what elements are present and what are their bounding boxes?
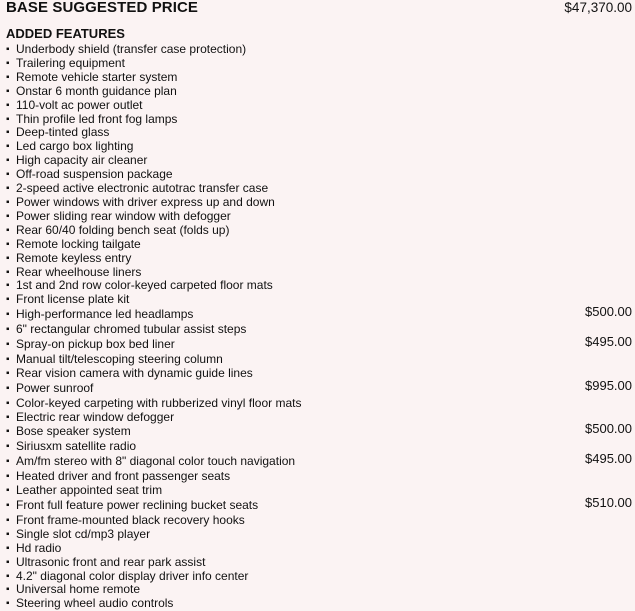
feature-item [6,451,632,469]
features-list [6,43,632,611]
feature-label: 4.2" diagonal color display driver info center [16,568,249,583]
feature-label: Bose speaker system [16,424,131,439]
feature-price: $500.00 [585,304,632,320]
feature-label: 6" rectangular chromed tubular assist steps [16,322,247,337]
bullet-icon: ▪ [6,514,10,526]
feature-item [6,583,632,597]
feature-item [6,168,632,182]
bullet-icon: ▪ [6,196,10,208]
feature-item [6,367,632,381]
feature-item [6,279,632,293]
feature-label: Siriusxm satellite radio [16,439,137,454]
feature-item [6,470,632,484]
feature-label: Remote keyless entry [16,250,132,265]
feature-label: Led cargo box lighting [16,139,134,154]
bullet-icon: ▪ [6,127,10,139]
feature-price: $500.00 [585,421,632,437]
feature-item [6,71,632,85]
feature-item [6,182,632,196]
feature-label: Onstar 6 month guidance plan [16,83,177,98]
feature-label: Rear vision camera with dynamic guide lines [16,365,253,380]
feature-price: $495.00 [585,334,632,350]
feature-label: Deep-tinted glass [16,125,110,140]
bullet-icon: ▪ [6,367,10,379]
bullet-icon: ▪ [6,584,10,596]
feature-label: Heated driver and front passenger seats [16,469,231,484]
bullet-icon: ▪ [6,113,10,125]
bullet-icon: ▪ [6,99,10,111]
added-features-title: ADDED FEATURES [6,26,125,41]
feature-label: Am/fm stereo with 8" diagonal color touch navigation [16,454,296,469]
feature-label: Rear wheelhouse liners [16,264,142,279]
bullet-icon: ▪ [6,155,10,167]
feature-item [6,353,632,367]
feature-label: Steering wheel audio controls [16,596,174,611]
bullet-icon: ▪ [6,294,10,306]
feature-item [6,210,632,224]
bullet-icon: ▪ [6,339,10,351]
bullet-icon: ▪ [6,570,10,582]
feature-item [6,556,632,570]
feature-label: Front frame-mounted black recovery hooks [16,512,245,527]
feature-price: $995.00 [585,377,632,393]
feature-label: Front license plate kit [16,292,130,307]
feature-item [6,154,632,168]
feature-label: High-performance led headlamps [16,307,194,322]
bullet-icon: ▪ [6,598,10,610]
feature-item [6,323,632,337]
feature-label: Front full feature power reclining bucket seats [16,498,259,512]
feature-item [6,411,632,425]
bullet-icon: ▪ [6,71,10,83]
feature-label: Off-road suspension package [16,167,173,182]
feature-item [6,57,632,71]
feature-label: Single slot cd/mp3 player [16,526,151,541]
bullet-icon: ▪ [6,44,10,55]
feature-label: Electric rear window defogger [16,409,175,424]
feature-label: Leather appointed seat trim [16,483,163,498]
bullet-icon: ▪ [6,382,10,394]
feature-label: Universal home remote [16,582,141,597]
feature-item [6,484,632,498]
feature-item [6,514,632,528]
feature-item [6,196,632,210]
feature-item [6,266,632,280]
feature-item [6,528,632,542]
bullet-icon: ▪ [6,224,10,236]
bullet-icon: ▪ [6,542,10,554]
bullet-icon: ▪ [6,411,10,423]
feature-label: Rear 60/40 folding bench seat (folds up) [16,222,230,237]
feature-label: Power windows with driver express up and down [16,194,275,209]
bullet-icon: ▪ [6,238,10,250]
feature-label: Ultrasonic front and rear park assist [16,554,206,569]
bullet-icon: ▪ [6,485,10,497]
feature-label: Color-keyed carpeting with rubberized vinyl floor mats [16,395,302,410]
bullet-icon: ▪ [6,266,10,278]
bullet-icon: ▪ [6,57,10,69]
bullet-icon: ▪ [6,556,10,568]
feature-label: Remote locking tailgate [16,236,141,251]
feature-item [6,304,632,322]
bullet-icon: ▪ [6,456,10,468]
bullet-icon: ▪ [6,169,10,181]
bullet-icon: ▪ [6,280,10,292]
bullet-icon: ▪ [6,471,10,483]
bullet-icon: ▪ [6,397,10,409]
bullet-icon: ▪ [6,500,10,511]
feature-item [6,542,632,556]
feature-label: Power sliding rear window with defogger [16,208,231,223]
feature-label: Remote vehicle starter system [16,69,178,84]
feature-item [6,252,632,266]
base-price-value: $47,370.00 [564,0,632,15]
feature-item [6,238,632,252]
feature-price: $510.00 [585,495,632,510]
bullet-icon: ▪ [6,353,10,365]
base-price-header [6,0,632,18]
bullet-icon: ▪ [6,252,10,264]
feature-item [6,495,632,513]
bullet-icon: ▪ [6,85,10,97]
feature-item [6,377,632,396]
feature-label: Hd radio [16,540,62,555]
feature-label: Spray-on pickup box bed liner [16,337,175,352]
feature-item [6,113,632,127]
feature-item [6,43,632,57]
feature-label: Underbody shield (transfer case protection) [16,42,247,56]
feature-price: $495.00 [585,451,632,467]
feature-label: Manual tilt/telescoping steering column [16,351,223,366]
feature-item [6,397,632,411]
feature-item [6,334,632,352]
feature-item [6,126,632,140]
feature-label: 2-speed active electronic autotrac transfer case [16,181,269,196]
feature-item [6,440,632,454]
feature-label: High capacity air cleaner [16,153,148,168]
feature-item [6,421,632,439]
feature-item [6,140,632,154]
feature-label: 1st and 2nd row color-keyed carpeted floor mats [16,278,273,293]
base-price-title: BASE SUGGESTED PRICE [6,0,199,16]
bullet-icon: ▪ [6,426,10,438]
bullet-icon: ▪ [6,441,10,453]
bullet-icon: ▪ [6,141,10,153]
bullet-icon: ▪ [6,324,10,336]
feature-item [6,85,632,99]
feature-label: 110-volt ac power outlet [16,97,143,112]
feature-label: Power sunroof [16,380,94,395]
bullet-icon: ▪ [6,528,10,540]
bullet-icon: ▪ [6,183,10,195]
bullet-icon: ▪ [6,210,10,222]
feature-label: Thin profile led front fog lamps [16,111,178,126]
feature-item [6,293,632,307]
feature-item [6,99,632,113]
feature-item [6,224,632,238]
feature-item [6,570,632,584]
feature-label: Trailering equipment [16,55,125,70]
bullet-icon: ▪ [6,309,10,321]
